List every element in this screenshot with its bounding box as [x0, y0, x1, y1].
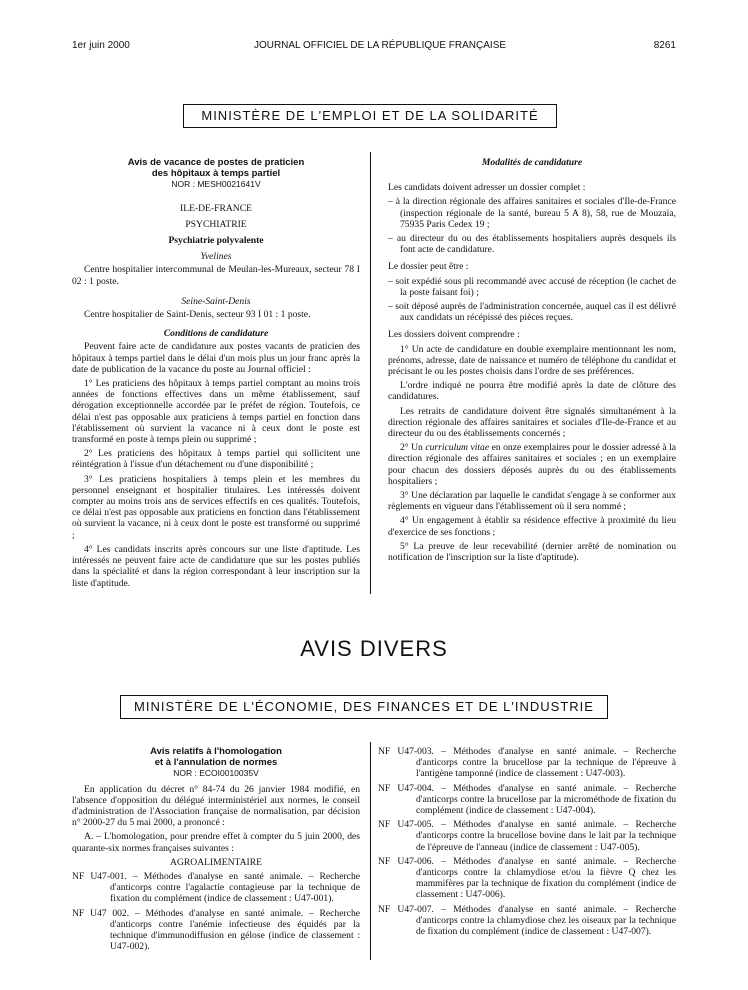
notice-heading-1: Avis de vacance de postes de praticien: [127, 157, 305, 168]
journal-title: JOURNAL OFFICIEL DE LA RÉPUBLIQUE FRANÇAISE: [253, 40, 507, 51]
condition-3: 3° Les praticiens hospitaliers à temps plein et les membres du personnel enseignant et hospitalier titulaires. Les intéressés doivent compter au moins trois ans de services effectifs en ces qualités. Toutefois, ce délai n'est pas opposable aux praticiens en fonction dans l'établissement où survient la vacance, ni à ceux dont le poste est transformé ou supprimé ;: [72, 473, 360, 541]
nor-reference: NOR : MESH0021641V: [171, 179, 261, 190]
norm-u47-006: NF U47-006. – Méthodes d'analyse en santé animale. – Recherche d'anticorps contre la chlamydiose et/ou la fièvre Q chez les mammifères par la technique de fixation du complément (indice de classement : U47-006).: [378, 855, 676, 901]
terms-dash-1: – à la direction régionale des affaires sanitaires et sociales d'Ile-de-France (inspection régionale de la santé, bureau 5 A 8), 58, rue de Mouzaïa, 75935 Paris Cedex 19 ;: [388, 196, 676, 230]
condition-1: 1° Les praticiens des hôpitaux à temps partiel comptant au moins trois années de fonctions effectives dans un même établissement, sauf dérogation exceptionnelle accordée par le préfet de région. Toutefois, ce délai n'est pas opposable aux praticiens à temps partiel en fonction dans l'établissement où survient la vacance ni à ceux dont le poste est transformé en poste à temps plein ou supprimé ;: [72, 378, 360, 446]
conditions-intro: Peuvent faire acte de candidature aux postes vacants de praticien des hôpitaux à temps partiel dans le délai d'un mois plus un jour franc après la date de publication de la vacance du poste au Journal officiel :: [72, 341, 360, 375]
header-date: 1er juin 2000: [72, 40, 130, 51]
homologation-heading-1: Avis relatifs à l'homologation: [150, 746, 282, 757]
ministry-title-box-2: MINISTÈRE DE L'ÉCONOMIE, DES FINANCES ET DE L'INDUSTRIE: [120, 695, 608, 719]
terms-item-2: 2° Un curriculum vitae en onze exemplaires pour le dossier adressé à la direction régionale des affaires sanitaires et sociales ; en un exemplaire pour chacun des dossiers déposés auprès du ou des établissements hospitaliers ;: [388, 442, 677, 487]
terms-order: L'ordre indiqué ne pourra être modifié après la date de clôture des candidatures.: [388, 380, 676, 403]
department-1: Yvelines: [200, 251, 232, 263]
nor-reference-2: NOR : ECOI0010035V: [173, 768, 259, 779]
terms-dash-2: – au directeur du ou des établissements hospitaliers auprès desquels ils font acte de candidature.: [388, 233, 676, 256]
norm-u47-002: NF U47 002. – Méthodes d'analyse en santé animale. – Recherche d'anticorps contre l'anémie infectieuse des équidés par la technique d'immunodiffusion en gélose (indice de classement : U47-002).: [72, 907, 360, 953]
norm-u47-005: NF U47-005. – Méthodes d'analyse en santé animale. – Recherche d'anticorps contre la brucellose bovine dans le lait par la technique de l'épreuve de l'anneau (indice de classement : U47-005).: [378, 819, 676, 853]
terms-intro: Les candidats doivent adresser un dossier complet :: [388, 182, 586, 194]
department-1-posts: Centre hospitalier intercommunal de Meulan-les-Mureaux, secteur 78 I 02 : 1 poste.: [72, 264, 360, 287]
avis-divers-heading: AVIS DIVERS: [300, 636, 448, 661]
department-2-posts: Centre hospitalier de Saint-Denis, secteur 93 I 01 : 1 poste.: [84, 309, 311, 321]
terms-sending: Le dossier peut être :: [388, 261, 469, 273]
norms-list: [378, 746, 676, 940]
homologation-a: A. – L'homologation, pour prendre effet à compter du 5 juin 2000, des quarante-six normes françaises suivantes :: [72, 831, 360, 854]
subspecialty: Psychiatrie polyvalente: [168, 235, 264, 247]
region: ILE-DE-FRANCE: [180, 202, 252, 214]
norm-u47-001: NF U47-001. – Méthodes d'analyse en santé animale. – Recherche d'anticorps contre l'agalactie contagieuse par la technique de fixation du complément (indice de classement : U47-001).: [72, 871, 360, 905]
condition-4: 4° Les candidats inscrits après concours sur une liste d'aptitude. Les intéressés ne peuvent faire acte de candidature que sur les postes publiés dans la spécialité et dans la région correspondant à leur inscription sur la liste d'aptitude.: [72, 543, 360, 589]
homologation-heading-2: et à l'annulation de normes: [154, 757, 278, 769]
terms-item-5: 5° La preuve de leur recevabilité (dernier arrêté de nomination ou notification de l'inscription sur la liste d'aptitude).: [388, 540, 676, 564]
ministry-title-box: MINISTÈRE DE L'EMPLOI ET DE LA SOLIDARITÉ: [183, 104, 557, 128]
terms-title: Modalités de candidature: [481, 157, 583, 168]
conditions-title: Conditions de candidature: [163, 328, 269, 340]
specialty: PSYCHIATRIE: [185, 218, 247, 230]
norm-u47-004: NF U47-004. – Méthodes d'analyse en santé animale. – Recherche d'anticorps contre la brucellose par la microméthode de fixation du complément (indice de classement : U47-004).: [378, 782, 676, 817]
homologation-intro: En application du décret n° 84-74 du 26 janvier 1984 modifié, en l'absence d'opposition du délégué interministériel aux normes, le conseil d'administration de l'Association française de normalisation, par décision n° 2000-27 du 5 mai 2000, a prononcé :: [72, 783, 360, 829]
application-terms: [388, 157, 676, 566]
notice-heading-2: des hôpitaux à temps partiel: [151, 168, 281, 180]
department-2: Seine-Saint-Denis: [181, 295, 251, 307]
terms-dash-4: – soit déposé auprès de l'administration concernée, auquel cas il est délivré aux candidats un récépissé des pièces reçues.: [388, 301, 676, 324]
column-divider-2: [370, 742, 371, 960]
column-divider: [370, 152, 371, 594]
condition-2: 2° Les praticiens des hôpitaux à temps partiel qui sollicitent une réintégration à l'issue d'un détachement ou d'une disponibilité ;: [72, 448, 360, 471]
terms-item-1: 1° Un acte de candidature en double exemplaire mentionnant les nom, prénoms, adresse, date de naissance et numéro de téléphone du candidat et précisant le ou les postes choisis dans l'ordre de ses préférences.: [388, 343, 676, 378]
terms-withdrawal: Les retraits de candidature doivent être signalés simultanément à la direction régionale des affaires sanitaires et sociales d'Ile-de-France et au directeur du ou des établissements concernés ;: [388, 405, 676, 440]
homologation-notice: [72, 746, 360, 955]
norm-u47-007: NF U47-007. – Méthodes d'analyse en santé animale. – Recherche d'anticorps contre la chlamydiose chez les oiseaux par la technique de fixation du complément (indice de classement : U47-007).: [378, 903, 676, 938]
category-heading: AGROALIMENTAIRE: [170, 856, 262, 868]
terms-item-3: 3° Une déclaration par laquelle le candidat s'engage à se conformer aux règlements en vigueur dans l'établissement où il sera nommé ;: [388, 490, 676, 513]
terms-item-4: 4° Un engagement à établir sa résidence effective à proximité du lieu d'exercice de ses fonctions ;: [388, 515, 676, 538]
page-number: 8261: [653, 40, 676, 51]
vacancy-notice: [72, 157, 360, 592]
terms-content: Les dossiers doivent comprendre :: [388, 329, 520, 341]
norm-u47-003: NF U47-003. – Méthodes d'analyse en santé animale. – Recherche d'anticorps contre la brucellose par la technique de l'épreuve à l'antigène tamponné (indice de classement : U47-003).: [378, 746, 676, 780]
terms-dash-3: – soit expédié sous pli recommandé avec accusé de réception (le cachet de la poste faisant foi) ;: [388, 275, 676, 298]
